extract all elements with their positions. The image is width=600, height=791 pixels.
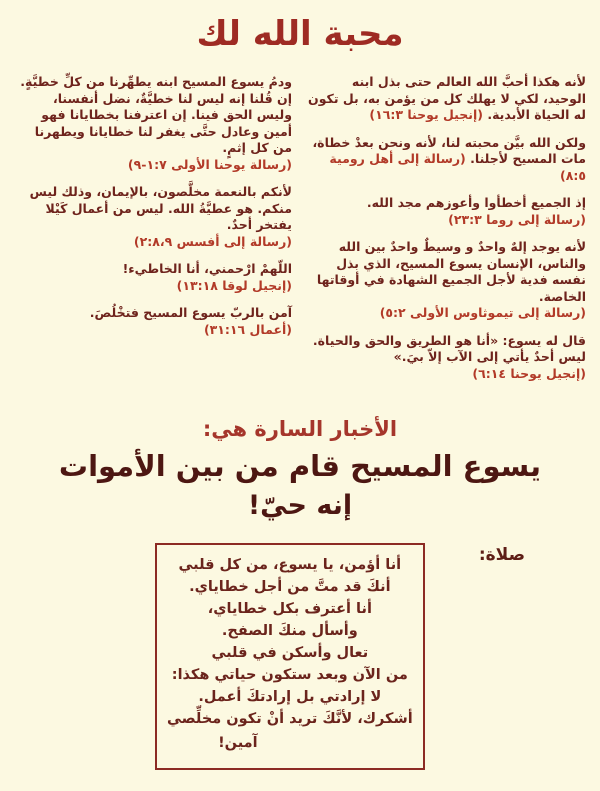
- verse-text: آمن بالربّ يسوع المسيح فتخْلُصَ.: [89, 305, 292, 320]
- scripture-reference: (إنجيل يوحنا ٦:١٤): [472, 365, 586, 381]
- prayer-line: لا إرادتي بل إرادتكَ أعمل.: [198, 689, 382, 706]
- prayer-line: أنا أعترف بكل خطاياي،: [207, 601, 372, 618]
- verse-paragraph: [308, 74, 586, 124]
- page-title: محبة الله لك: [196, 14, 404, 54]
- good-news-heading: الأخبار السارة هي:: [202, 417, 398, 441]
- prayer-line: أشكرك، لأنَّكَ تريد أنْ تكون مخلِّصي: [166, 711, 413, 728]
- verse-text: لأنه يوجد إلهٌ واحدٌ و وسيطٌ واحدٌ بين الله والناس، الإنسان يسوع المسيح، الذي بذل نفسه فدية لأجل الجميع الشهادة في أوقاتها الخاصة.: [316, 239, 586, 304]
- column-right: [308, 74, 586, 393]
- verse-text: اللّهمْ ارْحمني، أنا الخاطيء!: [122, 261, 292, 276]
- scripture-reference: (إنجيل لوقا ١٣:١٨): [176, 277, 292, 293]
- verse-paragraph: [14, 184, 292, 250]
- prayer-line: أنا أؤمن، يا يسوع، من كل قلبي: [178, 557, 402, 574]
- verse-text: لأنكم بالنعمة مخلَّصون، بالإيمان، وذلك ليس منكم. هو عطيَّةُ الله. ليس من أعمال كَيْلا يفتخر أحدٌ.: [29, 184, 292, 232]
- amen-line: آمين!: [218, 735, 258, 752]
- verse-text: لأنه هكذا أحبَّ الله العالم حتى بذل ابنه الوحيد، لكي لا يهلك كل من يؤمن به، بل تكون له الحياة الأبدية.: [308, 74, 586, 122]
- verse-paragraph: [14, 74, 292, 173]
- scripture-reference: (إنجيل يوحنا ١٦:٣): [369, 107, 483, 122]
- prayer-line: أنكَ قد متَّ من أجل خطاياي.: [189, 579, 391, 596]
- scripture-reference: (رسالة إلى أهل رومية ٨:٥): [329, 151, 586, 183]
- verse-paragraph: [14, 261, 292, 294]
- verses-columns: [0, 54, 600, 393]
- verse-paragraph: [14, 305, 292, 338]
- scripture-reference: (رسالة إلى أفسس ٢:٨،٩): [133, 233, 292, 249]
- prayer-line: وأسأل منكَ الصفح.: [221, 623, 358, 640]
- verse-text: ودمُ يسوع المسيح ابنه يطهِّرنا من كلِّ خطيَّةٍ. إن قُلنا إنه ليس لنا خطيَّةٌ، نضل أنفسنا، وليس الحق فينا. إن اعترفنا بخطايانا فهو أمين وعادل حتَّى يغفر لنا خطايانا ويطهرنا من كل إثمٍ.: [20, 74, 292, 155]
- prayer-line: تعال وأسكن في قلبي: [211, 645, 369, 662]
- prayer-label: صلاة:: [478, 545, 525, 566]
- good-news-subline: إنه حيّ!: [247, 490, 353, 522]
- verse-text: إذ الجميع أخطأوا وأعوزهم مجد الله.: [366, 195, 586, 210]
- verse-paragraph: [308, 333, 586, 383]
- scripture-reference: (رسالة يوحنا الأولى ١:٧-٩): [127, 156, 292, 172]
- verse-text: قال له يسوع: «أنا هو الطريق والحق والحياة. ليس أحدٌ يأتي إلى الآب إلاّ بيَ.»: [312, 332, 586, 364]
- verse-paragraph: [308, 195, 586, 228]
- verse-paragraph: [308, 239, 586, 322]
- scripture-reference: (رسالة إلى تيموثاوس الأولى ٥:٢): [379, 305, 586, 320]
- prayer-box: [155, 543, 425, 770]
- verse-paragraph: [308, 135, 586, 185]
- good-news-section: [0, 417, 600, 521]
- column-left: [14, 74, 292, 393]
- prayer-section: [0, 543, 600, 770]
- scripture-reference: (أعمال ٣١:١٦): [203, 321, 292, 337]
- verse-text: ولكن الله بيَّن محبته لنا، لأنه ونحن بعدْ خطاة، مات المسيح لأجلنا.: [312, 134, 586, 166]
- prayer-line: من الآن وبعد ستكون حياتي هكذا:: [171, 667, 408, 684]
- good-news-headline: يسوع المسيح قام من بين الأموات: [58, 449, 542, 483]
- scripture-reference: (رسالة إلى روما ٢٣:٣): [448, 211, 586, 227]
